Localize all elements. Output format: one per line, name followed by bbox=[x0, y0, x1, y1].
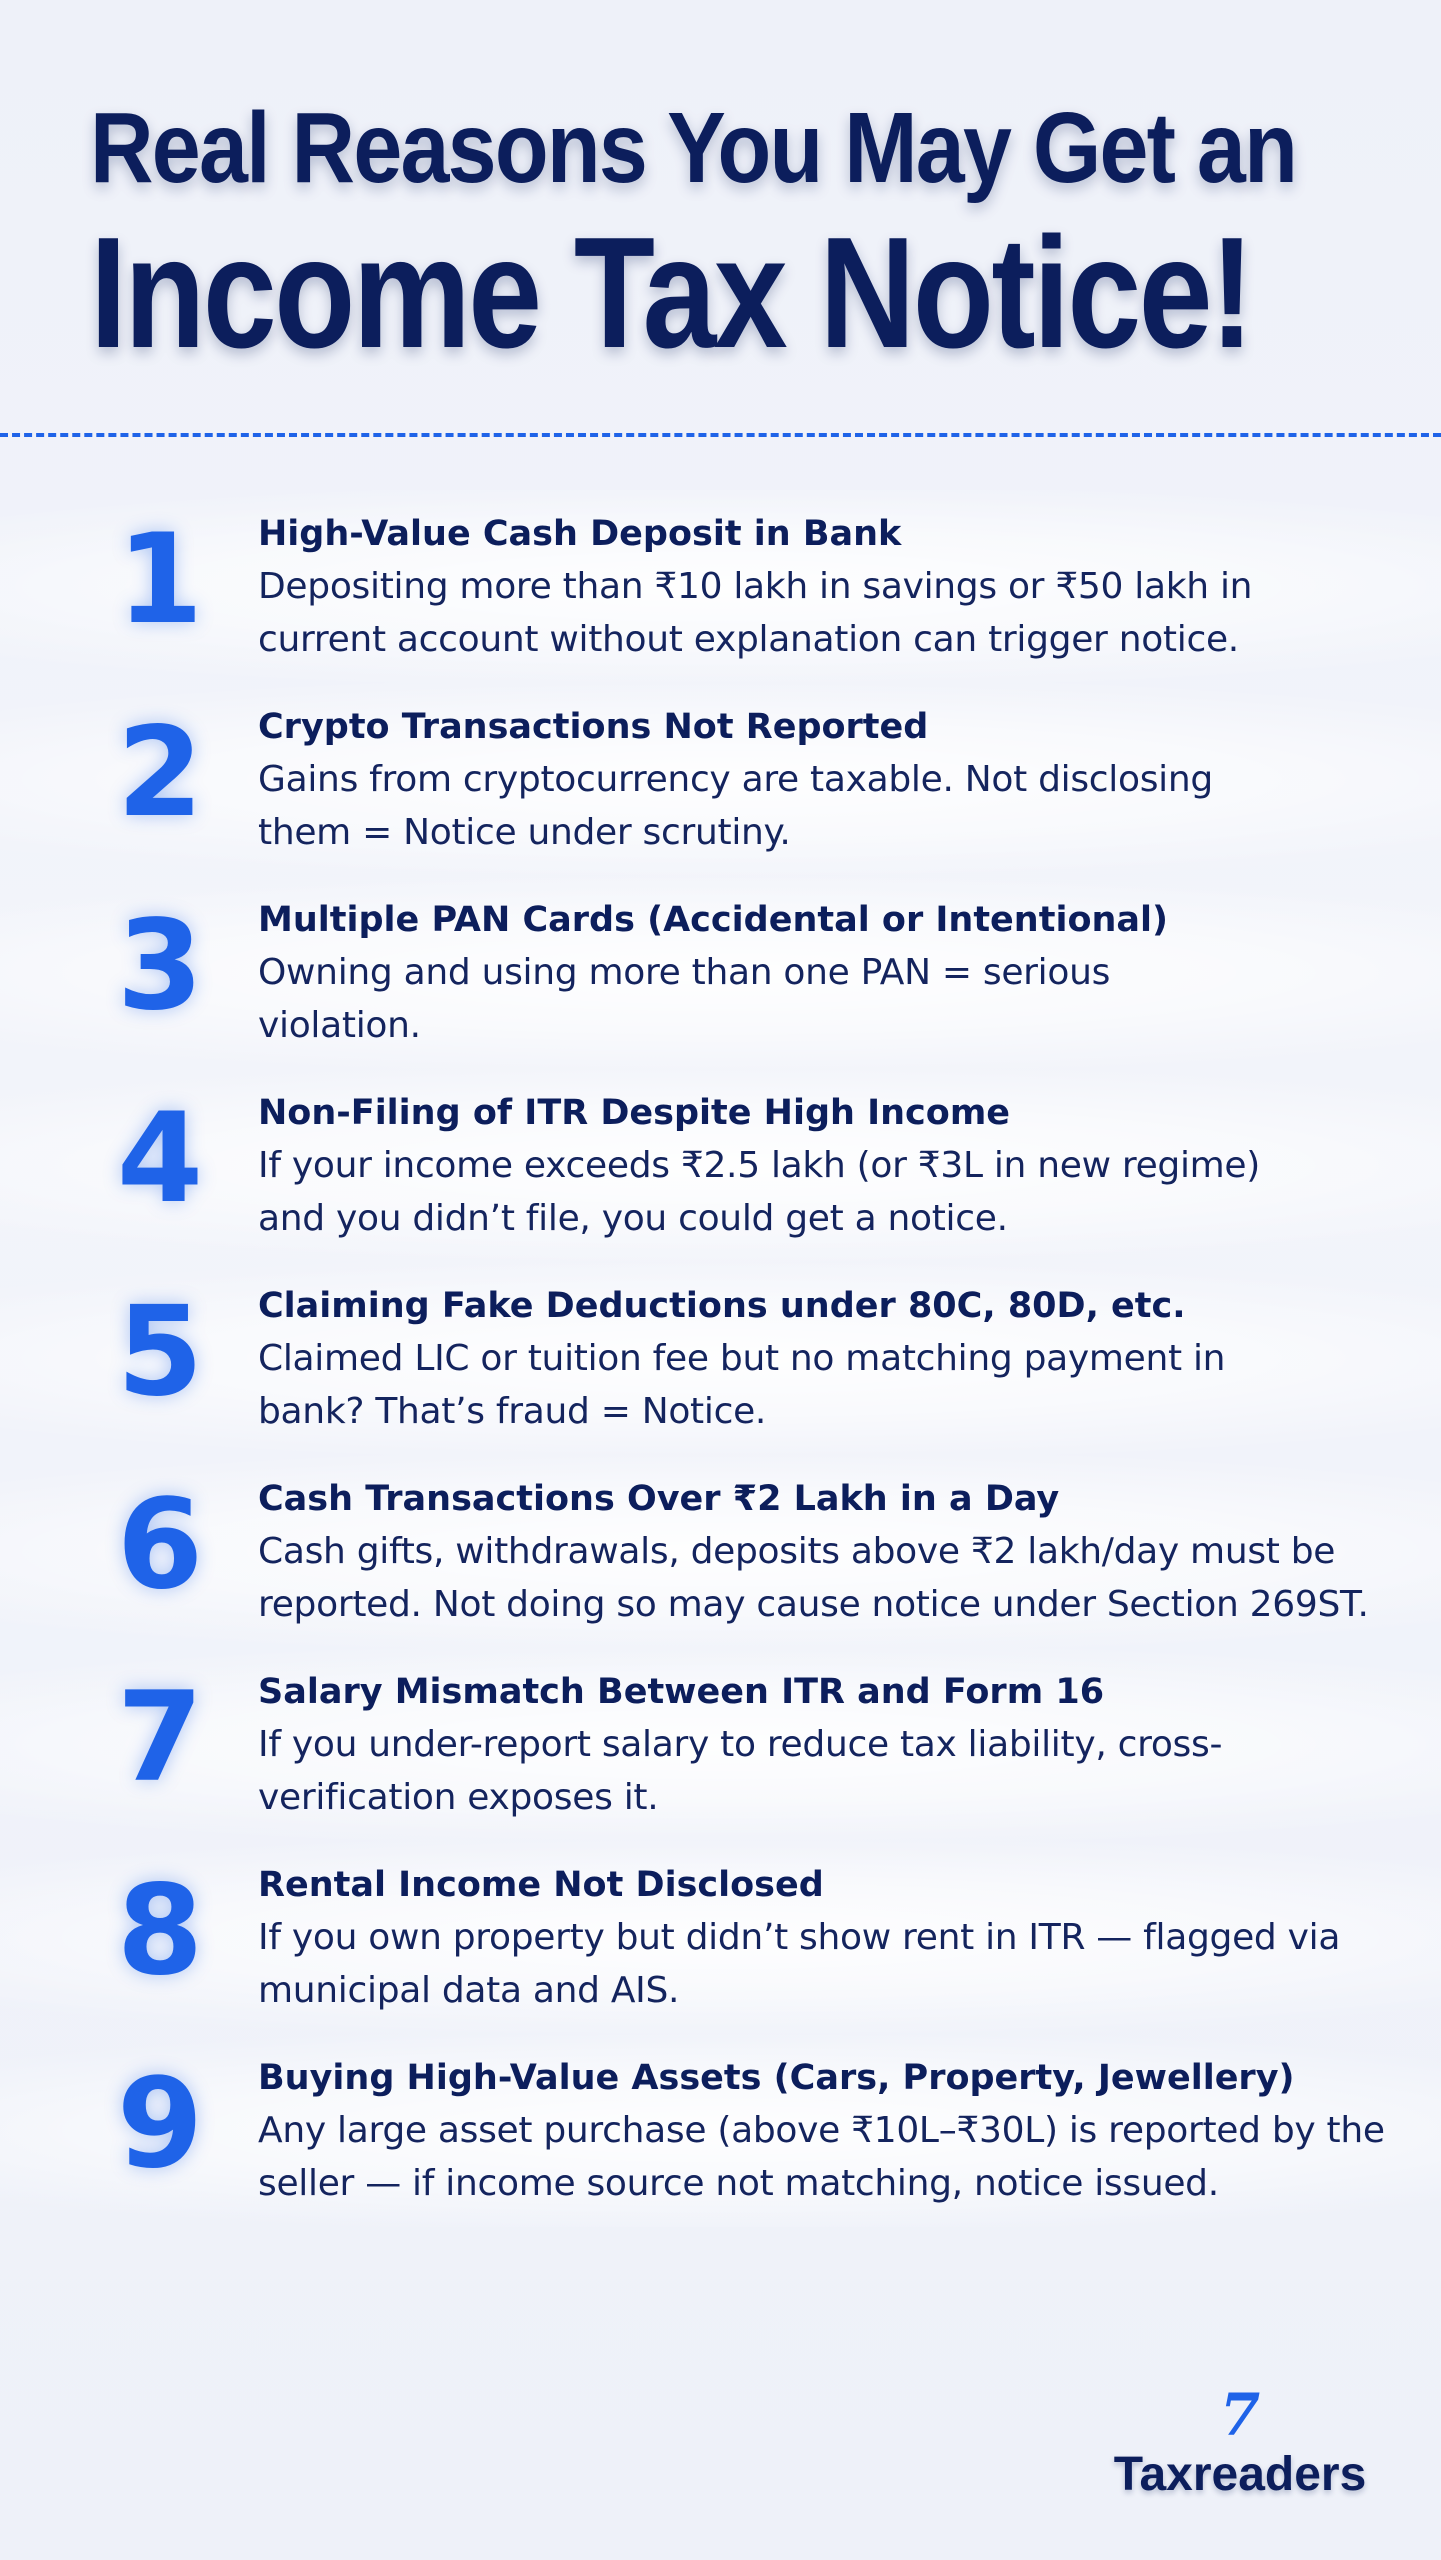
reason-description-line-2: violation. bbox=[258, 1005, 421, 1046]
reason-number: 1 bbox=[116, 508, 204, 652]
reason-heading: High-Value Cash Deposit in Bank bbox=[258, 514, 902, 554]
reason-text bbox=[258, 1859, 1408, 2017]
reason-description-line-1: Claimed LIC or tuition fee but no matching payment in bbox=[258, 1338, 1226, 1379]
reason-item-9 bbox=[0, 2034, 1441, 2227]
reason-text bbox=[258, 701, 1408, 859]
reason-description-line-1: Any large asset purchase (above ₹10L–₹30L) is reported by the bbox=[258, 2110, 1385, 2151]
brand-logo bbox=[1090, 2381, 1390, 2515]
reason-item-1 bbox=[0, 490, 1441, 683]
reasons-list bbox=[0, 490, 1441, 2227]
reason-heading: Non-Filing of ITR Despite High Income bbox=[258, 1093, 1011, 1133]
reason-description-line-2: verification exposes it. bbox=[258, 1777, 659, 1818]
reason-description-line-1: If your income exceeds ₹2.5 lakh (or ₹3L in new regime) bbox=[258, 1145, 1261, 1186]
reason-heading: Buying High-Value Assets (Cars, Property, Jewellery) bbox=[258, 2058, 1295, 2098]
reason-description-line-2: municipal data and AIS. bbox=[258, 1970, 680, 2011]
reason-number: 9 bbox=[116, 2052, 204, 2196]
reason-description-line-1: Gains from cryptocurrency are taxable. Not disclosing bbox=[258, 759, 1213, 800]
brand-name: Taxreaders bbox=[1113, 2448, 1367, 2501]
reason-heading: Multiple PAN Cards (Accidental or Intentional) bbox=[258, 900, 1169, 940]
reason-number: 4 bbox=[116, 1087, 204, 1231]
reason-item-7 bbox=[0, 1648, 1441, 1841]
reason-heading: Crypto Transactions Not Reported bbox=[258, 707, 929, 747]
reason-description-line-2: seller — if income source not matching, notice issued. bbox=[258, 2163, 1219, 2204]
reason-number: 7 bbox=[116, 1666, 204, 1810]
reason-description-line-2: bank? That’s fraud = Notice. bbox=[258, 1391, 767, 1432]
reason-text bbox=[258, 1473, 1408, 1631]
reason-description-line-2: and you didn’t file, you could get a notice. bbox=[258, 1198, 1008, 1239]
reason-text bbox=[258, 1666, 1408, 1824]
reason-item-3 bbox=[0, 876, 1441, 1069]
reason-description-line-2: current account without explanation can trigger notice. bbox=[258, 619, 1239, 660]
reason-text bbox=[258, 894, 1408, 1052]
reason-heading: Salary Mismatch Between ITR and Form 16 bbox=[258, 1672, 1105, 1712]
brand-mark-icon: 7 bbox=[1219, 2381, 1261, 2449]
reason-heading: Cash Transactions Over ₹2 Lakh in a Day bbox=[258, 1479, 1060, 1519]
reason-description-line-1: Depositing more than ₹10 lakh in savings or ₹50 lakh in bbox=[258, 566, 1253, 607]
reason-description-line-1: Owning and using more than one PAN = serious bbox=[258, 952, 1111, 993]
reason-item-5 bbox=[0, 1262, 1441, 1455]
reason-text bbox=[258, 2052, 1408, 2210]
reason-text bbox=[258, 508, 1408, 666]
reason-number: 2 bbox=[116, 701, 204, 845]
reason-heading: Rental Income Not Disclosed bbox=[258, 1865, 824, 1905]
reason-description-line-2: reported. Not doing so may cause notice under Section 269ST. bbox=[258, 1584, 1369, 1625]
title-line-1: Real Reasons You May Get an bbox=[90, 92, 1297, 204]
title-line-2: Income Tax Notice! bbox=[90, 205, 1252, 381]
reason-item-4 bbox=[0, 1069, 1441, 1262]
page-title bbox=[90, 88, 1390, 381]
reason-description-line-1: Cash gifts, withdrawals, deposits above ₹2 lakh/day must be bbox=[258, 1531, 1336, 1572]
reason-number: 8 bbox=[116, 1859, 204, 2003]
reason-item-6 bbox=[0, 1455, 1441, 1648]
reason-description-line-2: them = Notice under scrutiny. bbox=[258, 812, 791, 853]
reason-heading: Claiming Fake Deductions under 80C, 80D, etc. bbox=[258, 1286, 1186, 1326]
reason-text bbox=[258, 1280, 1408, 1438]
dashed-divider bbox=[0, 433, 1441, 437]
reason-number: 6 bbox=[116, 1473, 204, 1617]
reason-number: 5 bbox=[116, 1280, 204, 1424]
reason-item-2 bbox=[0, 683, 1441, 876]
reason-number: 3 bbox=[116, 894, 204, 1038]
reason-description-line-1: If you own property but didn’t show rent in ITR — flagged via bbox=[258, 1917, 1341, 1958]
reason-text bbox=[258, 1087, 1408, 1245]
reason-item-8 bbox=[0, 1841, 1441, 2034]
reason-description-line-1: If you under-report salary to reduce tax liability, cross- bbox=[258, 1724, 1223, 1765]
